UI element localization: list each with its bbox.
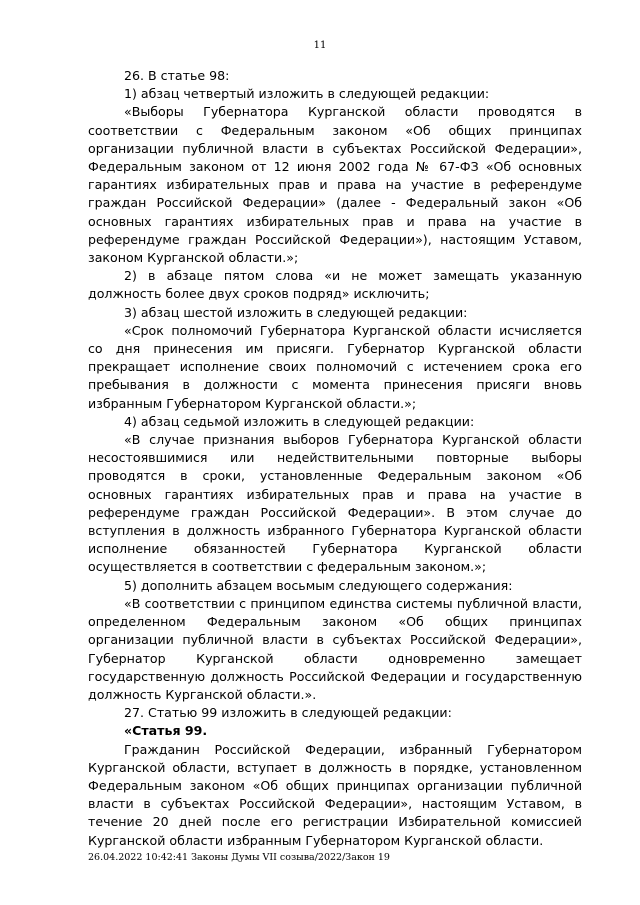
paragraph-quote-elections: «Выборы Губернатора Курганской области проводятся в соответствии с Федеральным законом «Об общих принципах организации публичной власти в субъектах Российской Федерации», Федеральным законом от 12 июня 2002 года № 67-ФЗ «Об основных гарантиях избирательных прав и права на участие в референдуме граждан Российской Федерации» (далее - Федеральный закон «Об основных гарантиях избирательных прав и права на участие в референдуме граждан Российской Федерации»), настоящим Уставом, законом Курганской области.»; bbox=[88, 104, 582, 266]
paragraph-article-99-text: Гражданин Российской Федерации, избранный Губернатором Курганской области, вступает в должность в порядке, установленном Федеральным законом «Об общих принципах организации публичной власти в субъектах Российской Федерации», настоящим Уставом, в течение 20 дней после его регистрации Избирательной комиссией Курганской области избранным Губернатором Курганской области. bbox=[88, 741, 582, 848]
paragraph-item-5: 5) дополнить абзацем восьмым следующего содержания: bbox=[124, 577, 513, 593]
document-footer: 26.04.2022 10:42:41 Законы Думы VII созыва/2022/Закон 19 bbox=[88, 852, 390, 863]
paragraph-item-1: 1) абзац четвертый изложить в следующей редакции: bbox=[124, 86, 490, 102]
document-body bbox=[88, 67, 582, 850]
paragraph-27-header: 27. Статью 99 изложить в следующей редакции: bbox=[124, 705, 452, 721]
article-99-heading: «Статья 99. bbox=[124, 723, 208, 739]
page-number: 11 bbox=[313, 40, 327, 51]
paragraph-item-2: 2) в абзаце пятом слова «и не может замещать указанную должность более двух сроков подряд» исключить; bbox=[88, 268, 582, 302]
paragraph-item-3: 3) абзац шестой изложить в следующей редакции: bbox=[124, 304, 468, 320]
paragraph-quote-repeat-elections: «В случае признания выборов Губернатора Курганской области несостоявшимися или недействительными повторные выборы проводятся в сроки, установленные Федеральным законом «Об основных гарантиях избирательных прав и права на участие в референдуме граждан Российской Федерации». В этом случае до вступления в должность избранного Губернатора Курганской области исполнение обязанностей Губернатора Курганской области осуществляется в соответствии с федеральным законом.»; bbox=[88, 432, 582, 575]
paragraph-quote-unity: «В соответствии с принципом единства системы публичной власти, определенном Федеральным законом «Об общих принципах организации публичной власти в субъектах Российской Федерации», Губернатор Курганской области одновременно замещает государственную должность Российской Федерации и государственную должность Курганской области.». bbox=[88, 595, 582, 702]
paragraph-item-4: 4) абзац седьмой изложить в следующей редакции: bbox=[124, 413, 475, 429]
paragraph-quote-term: «Срок полномочий Губернатора Курганской области исчисляется со дня принесения им присяги. Губернатор Курганской области прекращает исполнение своих полномочий с истечением срока его пребывания в должности с момента принесения присяги вновь избранным Губернатором Курганской области.»; bbox=[88, 322, 582, 411]
paragraph-26-header: 26. В статье 98: bbox=[124, 68, 230, 83]
